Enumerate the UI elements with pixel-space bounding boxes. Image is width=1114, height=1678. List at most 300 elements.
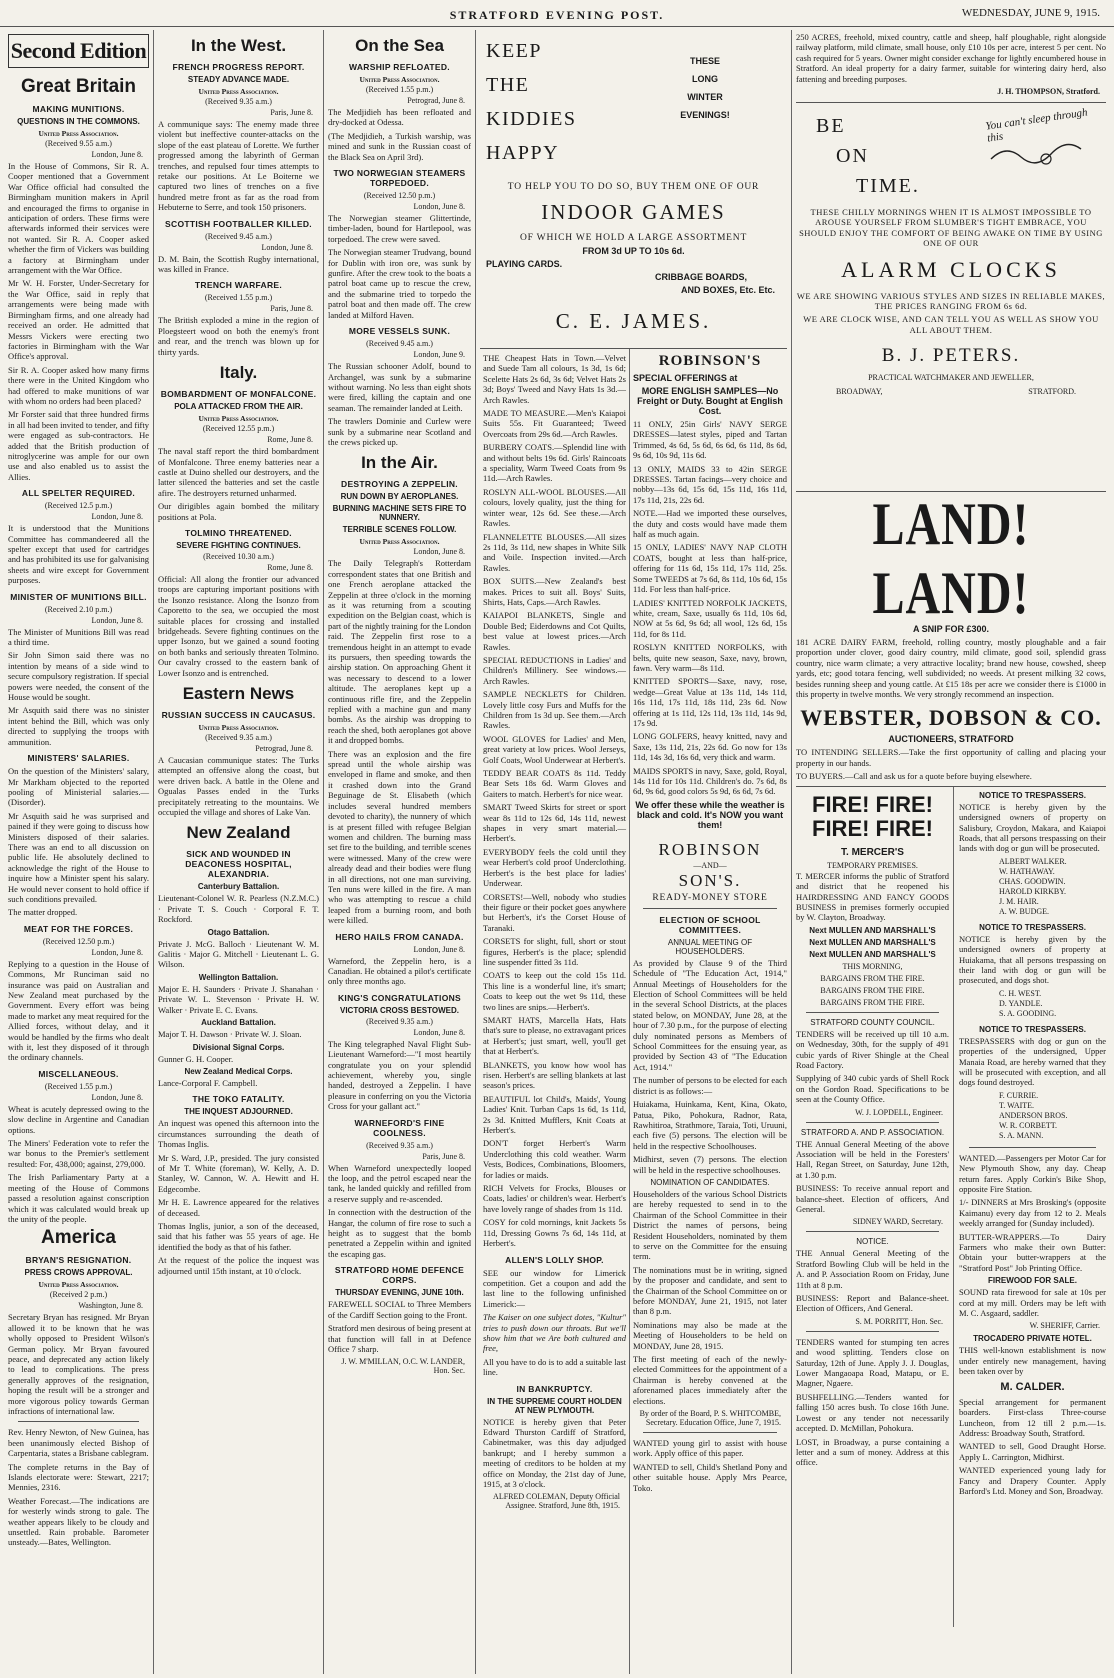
ad-paragraph: SOUND rata firewood for sale at 10s per cord at my mill. Orders may be left with M. C. Asgaard, saddler. (959, 1287, 1106, 1319)
ad-paragraph: TO INTENDING SELLERS.—Take the first opportunity of calling and placing your property in our hands. (796, 747, 1106, 768)
notice-name: W. HATHAWAY. (999, 866, 1055, 876)
article-paragraph: The British exploded a mine in the region of Ploegsteert wood on both the enemy's front and rear, and the trench was blown up for thirty yards. (158, 315, 319, 357)
article-title: KING'S CONGRATULATIONS (337, 992, 462, 1003)
ad-robinson-store: READY-MONEY STORE (652, 892, 768, 903)
article-subtitle: RUN DOWN BY AEROPLANES. (340, 492, 459, 502)
article-title: MISCELLANEOUS. (38, 1068, 119, 1079)
ad-winter-evenings (650, 52, 760, 124)
classified-ad: WANTED experienced young lady for Fancy and Drapery Counter. Apply Barford's Ltd. Money and Son, Broadway. (959, 1465, 1106, 1496)
notice-name: A. W. BUDGE. (999, 906, 1050, 916)
notice-title: IN BANKRUPTCY. (516, 1383, 593, 1394)
ad-limerick: The Kaiser on one subject dotes, "Kultur" tries to push down our throats. But we'll show him that we Are both cultured and free, (483, 1312, 626, 1354)
column-great-britain (4, 30, 154, 1674)
ad-paragraph: WE ARE SHOWING VARIOUS STYLES AND SIZES IN RELIABLE MAKES, THE PRICES RANGING FROM 6s 6d. (796, 290, 1106, 312)
classified-ad: WOOL GLOVES for Ladies' and Men, great variety at low prices. Wool Jerseys, Golf Coats, Wool Underwear at Herbert's. (483, 733, 626, 765)
article-title: BOMBARDMENT OF MONFALCONE. (160, 389, 317, 400)
article-subtitle: VICTORIA CROSS BESTOWED. (340, 1005, 459, 1015)
received-time: (Received 9.35 a.m.) (205, 97, 272, 106)
ad-right-line: THESE (689, 56, 720, 66)
battalion-names: Major T. H. Dawson · Private W. J. Sloan. (158, 1029, 302, 1040)
article-subtitle: PRESS CROWS APPROVAL. (24, 1268, 133, 1278)
article-subtitle: POLA ATTACKED FROM THE AIR. (174, 402, 303, 412)
article-paragraph: Our dirigibles again bombed the military positions at Pola. (158, 501, 319, 522)
divider (643, 908, 777, 909)
notice-paragraph: As provided by Clause 9 of the Third Schedule of "The Education Act, 1914," Annual Meetings of Householders for the Election of School Committees will be held in the several School Districts, at the places stated below, on MONDAY, June 28, at the hour of 7.30 p.m., for the purpose of electing duly nominated persons as Members of School Committees for the ensuing year, as provided by Section 43 of "The Education Act, 1914." (633, 957, 787, 1072)
classified-ad: BLANKETS, you know how wool has risen. Herbert's are selling blankets at last season's prices. (483, 1059, 626, 1091)
notice-title: STRATFORD A. AND P. ASSOCIATION. (800, 1127, 945, 1137)
ad-alarm-clocks (796, 102, 1106, 492)
received-time: (Received 1.55 p.m.) (44, 1081, 113, 1091)
ad-help-line: TO HELP YOU TO DO SO, BUY THEM ONE OF OUR (507, 182, 760, 192)
section-heading-new-zealand: New Zealand (186, 823, 291, 843)
ad-robinson-sons: SON'S. (678, 870, 742, 890)
article-paragraph: (The Medjidieh, a Turkish warship, was mined and sunk in the Russian coast of the Black Sea on April 3rd). (328, 130, 471, 162)
ad-paragraph: 181 ACRE DAIRY FARM, freehold, rolling country, mostly ploughable and a fair proportion under clover, good dairy country, mild climate, good soil, splendid grass country, nice warm climate; a very attractive locality; brand new house, cowshed, sheep yards, etc; good totara fencing, well subdivided; no weeds. At present milking 32 cows, besides running sheep and young cattle. At £15 18s per acre we consider there is £1000 in this property in twelve months. We very strongly recommend an inspection. (796, 637, 1106, 700)
notice-paragraph: Midhirst, seven (7) persons. The election will be held in the respective schoolhouses. (633, 1154, 787, 1175)
ad-keep-line: THE (486, 74, 530, 96)
dateline: London, June 8. (261, 242, 313, 252)
notice-name: C. H. WEST. (999, 988, 1042, 998)
ad-right-line: LONG (692, 74, 718, 84)
article-paragraph: Sir John Simon said there was no intention by means of a side wind to secure compulsory registration. If special powers were needed, the consent of the House would be sought. (8, 650, 149, 703)
notice-paragraph: Huiakama, Huinkama, Kent, Kina, Okato, Patua, Piko, Pohokura, Radnor, Rata, Rawhitiroa, Strathmore, Taraia, Toti, Uruuni, each five (5) persons. The election will be held in the respective Schoolhouses. (633, 1099, 787, 1151)
masthead-title: STRATFORD EVENING POST. (449, 8, 665, 22)
dateline: London, June 8. (413, 1027, 465, 1037)
notice-paragraph: THE Annual General Meeting of the Stratford Bowling Club will be held in the A. and P. Association Room on Friday, June 11th at 8 p.m. (796, 1248, 949, 1290)
notice-title: NOTICE TO TRESPASSERS. (979, 790, 1086, 800)
notice-title: TROCADERO PRIVATE HOTEL. (973, 1334, 1092, 1344)
article-title: MORE VESSELS SUNK. (348, 326, 451, 337)
notice-paragraph: The nominations must be in writing, signed by the proposer and candidate, and sent to the Chairman of the School Committee on or before MONDAY, June 21, 1915, not later than 8 p.m. (633, 1264, 787, 1317)
ad-be-line: ON (836, 145, 869, 168)
classified-ad: WANTED young girl to assist with house work. Apply office of this paper. (633, 1438, 787, 1459)
notice-title: FIREWOOD FOR SALE. (988, 1276, 1077, 1286)
column-robinson-ads (630, 349, 790, 1674)
notice-names (959, 857, 1106, 917)
ad-bargains: BARGAINS FROM THE FIRE. (820, 973, 925, 983)
ad-keep-line: KIDDIES (486, 108, 577, 130)
notice-signature: W. J. LOPDELL, Engineer. (855, 1107, 943, 1117)
classified-ad: BUTTER-WRAPPERS.—To Dairy Farmers who make their own Butter: Obtain your butter-wrappers at the "Stratford Post" Job Printing Office. (959, 1231, 1106, 1273)
ad-mercer-next: Next MULLEN AND MARSHALL'S (809, 925, 936, 935)
article-title: TRENCH WARFARE. (194, 280, 283, 291)
classified-ad: BEAUTIFUL lot Child's, Maids', Young Ladies' Knit. Turban Caps 1s 6d, 1s 11d, 2s 3d. Knitted Mufflers, Knit Coats at Herbert's. (483, 1093, 626, 1136)
received-time: (Received 12.50 p.m.) (363, 191, 436, 201)
dateline: London, June 8. (413, 944, 465, 954)
article-paragraph: Replying to a question in the House of Commons, Mr Runciman said no insurance was paid on Australian and New Zealand meat purchased by the Government. Every effort was being made to market any meat required for the Allied forces, without delay, and it would be handled by the firms who dealt with it, lest they disposed of it through the ordinary channels. (8, 958, 149, 1063)
article-title: ALL SPELTER REQUIRED. (21, 488, 136, 499)
notice-name: ALBERT WALKER. (999, 856, 1067, 866)
ad-paragraph: 13 ONLY, MAIDS 33 to 42in SERGE DRESSES. Tartan facings—very choice and nobby—13s 6d, 15s 6d, 15s 11d, 16s 11d, 17s 11d, 21s, 22s 6d. (633, 463, 787, 505)
columns (4, 30, 1110, 1674)
ad-robinson-closing: We offer these while the weather is black and cold. It's NOW you want them! (635, 799, 785, 830)
article-paragraph: The Daily Telegraph's Rotterdam correspondent states that one British and one French aeroplane attacked the Zeppelin at three o'clock in the morning as it was returning from a scouting expedition on the Belgian coast, which is part of the nightly training for the London raid. The Zeppelin first rose to a tremendous height in an attempt to evade its pursuers, then speeding towards the airship station. On approaching Ghent it was necessary to descend to a lower altitude. The aeroplanes kept up a continuous rifle fire, and the Zeppelin replied with a machine gun and many bombs. As the airship was dropping to reach the shed, both aeroplanes got above it and dropped bombs. (328, 558, 471, 746)
notice-paragraph: The number of persons to be elected for each district is as follows:— (633, 1075, 787, 1096)
ad-advertiser-name: C. E. JAMES. (555, 309, 712, 333)
section-heading-sea: On the Sea (355, 36, 444, 55)
article-paragraph: The Norwegian steamer Trudvang, bound for Dublin with iron ore, was sunk by gunfire. After the crew took to the boats a patrol boat came up to rescue the crew, and the submarine tried to torpedo the patrol boat and then made off. The crew landed at Milford Haven. (328, 247, 471, 320)
article-title: BRYAN'S RESIGNATION. (25, 1255, 132, 1266)
article-paragraph: There was an explosion and the fire spread until the whole airship was enveloped in flame and smoke, and then it crashed down into the Grand Beguinage de St. Elisabeth (which includes several hundred members devoted to charity), the nunnery of which is at present filled with refugee Belgian women and children. The burning mass set fire to the building, and terrible scenes were witnessed. Many of the crew were already dead and their bodies were flung in all directions, not one man surviving. Ten nuns were killed in the fire. A man who was attempting to rescue a child leaped from a burning room, and both were killed. (328, 748, 471, 926)
notice-paragraph: FAREWELL SOCIAL to Three Members of the Cardiff Section going to the Front. (328, 1299, 471, 1320)
ad-paragraph: All you have to do is to add a suitable last line. (483, 1356, 626, 1378)
press-association: United Press Association. (198, 87, 279, 96)
article-title: DESTROYING A ZEPPELIN. (341, 479, 458, 490)
received-time: (Received 1.55 p.m.) (204, 293, 273, 303)
ad-robinson-title: ROBINSON'S (658, 353, 762, 369)
notice-name: CHAS. GOODWIN. (999, 876, 1066, 886)
classified-ad: 250 ACRES, freehold, mixed country, cattle and sheep, half ploughable, right alongside railway platform, mild climate, small house, only £10 10s per acre, interest 5 per cent. No cash required for 5 years. Owner might consider exchange for lightly encumbered house in Stratford. An ideal property for a dairy farmer, suitable for wintering dairy herd, also fattening and breeding purposes. (796, 32, 1106, 84)
notice-signature: J. W. M'MILLAN, O.C. W. LANDER, Hon. Sec. (341, 1357, 465, 1376)
received-time: (Received 10.30 a.m.) (203, 551, 274, 561)
article-paragraph: An inquest was opened this afternoon into the circumstances surrounding the death of Thomas Inglis. (158, 1118, 319, 1150)
ad-keep-line: KEEP (486, 40, 542, 62)
ad-paragraph: THESE CHILLY MORNINGS WHEN IT IS ALMOST IMPOSSIBLE TO AROUSE YOURSELF FROM SLUMBER'S TIGHT EMBRACE, YOU SHOULD ENJOY THE COMFORT OF BEING AWAKE ON TIME BY USING ONE OF OUR (799, 207, 1103, 249)
classified-ad: KAIAPOI BLANKETS, Single and Double Bed; Eiderdowns and Cot Quilts, best value at lowest prices.—Arch Rawles. (483, 610, 626, 652)
notice-name: F. CURRIE. (999, 1090, 1039, 1100)
ad-peters-address: BROADWAY, (836, 387, 883, 397)
dateline: London, June 8. (91, 615, 143, 625)
article-paragraph: Mr W. H. Forster, Under-Secretary for the War Office, said in reply that arrangements were being made with Birmingham firms, and one already had received an order. He admitted that Messrs Vickers were erecting two factories in Birmingham with the War Office's approval. (8, 278, 149, 362)
notice-paragraph: NOTICE is hereby given by the undersigned owners of property at Huiakama, that all persons trespassing on their land with dog or gun will be prosecuted, and dogs shot. (959, 933, 1106, 986)
article-paragraph: Warneford, the Zeppelin hero, is a Canadian. He obtained a pilot's certificate only three months ago. (328, 955, 471, 987)
ad-paragraph: 15 ONLY, LADIES' NAVY NAP CLOTH COATS, bought at less than half-price, offering for 11s 6d, 15s 11d, 17s 11d, 25s. Some TWEEDS at 7s 6d, 8s 11d, 10s 6d, 15s 11d. For less than half-price. (633, 542, 787, 595)
ad-paragraph: SEE our window for Limerick competition. Get a coupon and add the last line to the following unfinished Limerick:— (483, 1267, 626, 1309)
ad-calder-name: M. CALDER. (1000, 1380, 1065, 1393)
classified-ad: CORSETS for slight, full, short or stout figures, Herbert's is the place; splendid line suspender fitted 3s 11d. (483, 936, 626, 967)
ad-peters-sub: PRACTICAL WATCHMAKER AND JEWELLER, (868, 373, 1034, 383)
article-paragraph: The King telegraphed Naval Flight Sub-Lieutenant Warneford:—"I most heartily congratulate you on your splendid achievement, whereby you, single handed, destroyed a Zeppelin. I have pleasure in conferring on you the Victoria Cross for your gallant act." (328, 1038, 471, 1112)
notice-paragraph: Nominations may also be made at the Meeting of Householders to be held on MONDAY, June 28, 1915. (633, 1319, 787, 1351)
ad-bargains: BARGAINS FROM THE FIRE. (820, 985, 925, 995)
classified-ad: FLANNELETTE BLOUSES.—All sizes 2s 11d, 3s 11d, new shapes in White Silk and Voile. Inspection invited.—Arch Rawles. (483, 531, 626, 573)
ad-signature: W. SHERIFF, Carrier. (1029, 1321, 1100, 1331)
classified-ad: SMART HATS, Marcella Hats, Hats that's sure to please, no extravagant prices at Herbert's; just smart, well, you'll get that at Herbert's. (483, 1014, 626, 1057)
article-title: THE TOKO FATALITY. (192, 1094, 285, 1105)
notice-title: ELECTION OF SCHOOL COMMITTEES. (659, 914, 761, 935)
notice-paragraph: BUSINESS: To receive annual report and balance-sheet. Election of officers, And General. (796, 1183, 949, 1214)
column-fire-notices (796, 787, 954, 1627)
article-subtitle: STEADY ADVANCE MADE. (187, 75, 290, 84)
article-paragraph: Mr H. E. Lawrence appeared for the relatives of deceased. (158, 1197, 319, 1218)
masthead (0, 4, 1114, 27)
ad-signature: J. H. THOMPSON, Stratford. (997, 87, 1100, 97)
article-paragraph: Official: All along the frontier our advanced troops are capturing important positions with the Isonzo resistance. Along the Isonzo from Caporetto to the sea, we occupied the most suitable places for crossing and installed bridgeheads. Severe fighting continues on the upper Isonzo, but we gained a sound footing on both banks and seriously threaten Tolmino. Our cavalry crossed to the eastern bank of Lower Isonzo and is entrenched. (158, 573, 319, 678)
article-paragraph: D. M. Bain, the Scottish Rugby international, was killed in France. (158, 253, 319, 275)
ad-keep-kiddies (486, 34, 577, 170)
classified-ad: BUSHFELLING.—Tenders wanted for falling 150 acres bush. To close 16th June. Lowest or any tender not necessarily accepted. D. McMillan, Pohokura. (796, 1391, 949, 1434)
divider (969, 1147, 1096, 1148)
notice-name: D. YANDLE. (999, 998, 1043, 1008)
ad-mercer-name: T. MERCER'S (841, 846, 904, 858)
ad-webster-sub: AUCTIONEERS, STRATFORD (888, 734, 1014, 745)
ad-paragraph: T. MERCER informs the public of Stratford and district that he reopened his HAIRDRESSING AND FANCY GOODS BUSINESS in premises formerly occupied by W. Clayton, Broadway. (796, 870, 949, 923)
ad-robinson-and: —AND— (693, 860, 727, 870)
article-title: MAKING MUNITIONS. (32, 104, 125, 114)
classified-ad: LOST, in Broadway, a purse containing a letter and a sum of money. Address at this office. (796, 1436, 949, 1468)
ad-robinson-name: ROBINSON (658, 839, 762, 859)
ad-be-line: BE (816, 115, 846, 138)
press-association: United Press Association. (38, 129, 119, 138)
received-time: (Received 2 p.m.) (49, 1290, 108, 1300)
section-heading-italy: Italy. (219, 363, 258, 383)
column-advertisements (476, 30, 792, 1674)
notice-subtitle: ANNUAL MEETING OF HOUSEHOLDERS. (667, 937, 753, 956)
battalion-name: Otago Battalion. (207, 927, 270, 937)
ad-be-line: TIME. (856, 175, 920, 198)
classified-ad: SAMPLE NECKLETS for Children. Lovely little cosy Furs and Muffs for the Children from 1s 3d up. See them.—Arch Rawles. (483, 689, 626, 731)
dateline: London, June 8. (91, 1092, 143, 1102)
article-paragraph: In connection with the destruction of the Hangar, the column of fire rose to such a height as to suggest that the bomb penetrated a Zeppelin within and ignited the escaping gas. (328, 1207, 471, 1259)
received-time: (Received 9.45 a.m.) (205, 231, 272, 241)
ad-boxes: AND BOXES, Etc. Etc. (680, 285, 775, 295)
notice-paragraph: NOTICE is hereby given that Peter Edward Thurston Cardiff of Stratford, Cabinetmaker, was this day adjudged bankrupt; and I hereby summon a meeting of creditors to be holden at my office on Monday, the 21st day of June, 1915, at 3 o'clock. (483, 1416, 626, 1489)
classified-ad: BOX SUITS.—New Zealand's best makes. Prices to suit all. Boys' Suits, Shirts, Hats, Caps.—Arch Rawles. (483, 576, 626, 607)
press-association: United Press Association. (198, 723, 279, 732)
notice-title: STRATFORD HOME DEFENCE CORPS. (334, 1265, 465, 1286)
notice-subtitle: IN THE SUPREME COURT HOLDEN AT NEW PLYMOUTH. (487, 1396, 622, 1415)
classified-ad: WANTED.—Passengers per Motor Car for New Plymouth Show, any day. Cheap return fares. Apply Corkin's Bike Shop, opposite Fire Station. (959, 1152, 1106, 1194)
ad-morning: THIS MORNING, (842, 961, 903, 971)
received-time: (Received 1.55 p.m.) (365, 85, 434, 94)
classified-ad: WANTED to sell, Good Draught Horse. Apply L. Carrington, Midhirst. (959, 1441, 1106, 1462)
divider (806, 1231, 939, 1232)
divider (806, 1012, 939, 1013)
ad-paragraph: 11 ONLY, 25in Girls' NAVY SERGE DRESSES—latest styles, piped and Tartan Trimmed, 4s 6d, 5s 6d, 6s 6d, 6s 11d, 8s 6d, 9s 6d, 10s 9d, 11s 6d. (633, 419, 787, 461)
notice-names (959, 1091, 1106, 1141)
battalion-names: Lieutenant-Colonel W. R. Pearless (N.Z.M.C.) · Private T. S. Couch · Corporal F. T. Rockford. (158, 893, 319, 925)
notice-names (959, 989, 1106, 1019)
dateline: London, June 8. (91, 947, 143, 957)
article-subtitle: BURNING MACHINE SETS FIRE TO NUNNERY. (332, 504, 467, 523)
ad-script-slogan: You can't sleep through this (984, 106, 1089, 145)
dateline: London, June 8. (413, 547, 465, 557)
ad-paragraph: LADIES' KNITTED NORFOLK JACKETS, white, cream, Saxe, usually 6s 11d, 10s 6d, NOW at 5s 6d, 9s 6d; all wool, 12s 6d, 15s 11d, for 8s 11d. (633, 597, 787, 639)
notice-subtitle: THURSDAY EVENING, JUNE 10th. (335, 1288, 464, 1298)
received-time: (Received 9.35 a.m.) (205, 733, 272, 742)
dateline: Washington, June 8. (78, 1301, 143, 1311)
article-title: HERO HAILS FROM CANADA. (335, 931, 464, 942)
notice-name: W. R. CORBETT. (999, 1120, 1058, 1130)
notice-name: J. M. HAIR. (999, 896, 1039, 906)
article-subtitle: SEVERE FIGHTING CONTINUES. (176, 540, 301, 550)
article-subtitle: QUESTIONS IN THE COMMONS. (17, 117, 140, 126)
ad-alarm-title: ALARM CLOCKS (841, 256, 1061, 282)
article-paragraph: Secretary Bryan has resigned. Mr Bryan allowed it to be known that he was wholly opposed to President Wilson's German policy. Mr Bryan favoured peace, and deprecated any action likely to lead to complications. The press generally approves of the resignation, hoping the result will be a stronger and more vigorous policy towards German infractions of international law. (8, 1312, 149, 1416)
ad-mercer-sub: TEMPORARY PREMISES. (827, 860, 918, 870)
press-association: United Press Association. (359, 537, 440, 547)
classified-ad: WANTED to sell, Child's Shetland Pony and other suitable house. Apply Mrs Pearce, Toko. (633, 1461, 787, 1493)
notice-paragraph: BUSINESS: Report and Balance-sheet. Election of Officers, And General. (796, 1293, 949, 1314)
notice-name: T. WAITE. (999, 1100, 1035, 1110)
dateline: Paris, June 8. (270, 108, 313, 117)
article-paragraph: The naval staff report the third bombardment of Monfalcone. Three enemy batteries near a castle at Duino shelled our destroyers, and the latter silenced the batteries and set the castle afire. The destroyers returned unharmed. (158, 446, 319, 498)
notice-title: NOTICE TO TRESPASSERS. (979, 1024, 1086, 1034)
notice-title: STRATFORD COUNTY COUNCIL. (810, 1017, 935, 1027)
ad-right-line: EVENINGS! (680, 110, 730, 120)
notice-name: S. A. MANN. (999, 1130, 1044, 1140)
battalion-name: Canterbury Battalion. (197, 882, 280, 892)
article-paragraph: The Medjidieh has been refloated and dry-docked at Odessa. (328, 107, 471, 128)
ad-bargains: BARGAINS FROM THE FIRE. (820, 997, 925, 1007)
article-paragraph: In the House of Commons, Sir R. A. Cooper mentioned that a Government War Office official had consulted the Birmingham munition makers in April and encouraged the firms to organise in anticipation of orders. These firms were afterwards informed their services were not wanted. Sir R. A. Cooper asked whether the firm of Vickers was building a factory at Birmingham under arrangement with the War Office. (8, 161, 149, 276)
section-heading-west: In the West. (190, 36, 287, 55)
article-paragraph: Mr Asquith said he was surprised and pained if they were going to discuss how Ministers disposed of their salaries. There was an end to all discussion on public life. He absolutely declined to acknowledge the right of the House to inquire how a Minister spent his salary. He would never consent to hold office if such conditions prevailed. (8, 810, 149, 904)
clock-scribble-icon (986, 139, 1086, 169)
ad-indoor-games-title: INDOOR GAMES (541, 200, 726, 224)
ad-peters-name: B. J. PETERS. (881, 345, 1021, 367)
article-title: FRENCH PROGRESS REPORT. (172, 62, 305, 72)
classified-ad: RICH Velvets for Frocks, Blouses or Coats, ladies' or children's wear. Herbert's have lovely range of shades from 1s 11d. (483, 1183, 626, 1214)
column-notices (792, 30, 1110, 1674)
dateline: London, June 8. (91, 150, 143, 159)
received-time: (Received 12.50 p.m.) (42, 936, 115, 946)
edition-banner: Second Edition (8, 34, 149, 68)
column-war-news (154, 30, 324, 1674)
classified-ad: ROSLYN ALL-WOOL BLOUSES.—All colours, lovely quality, just the thing for winter wear, 12s 6d. See these.—Arch Rawles. (483, 486, 626, 529)
ad-robinson-headline: MORE ENGLISH SAMPLES—No Freight or Duty. Bought at English Cost. (637, 386, 783, 416)
notice-paragraph: TRESPASSERS with dog or gun on the properties of the undersigned, Upper Manaia Road, are hereby warned that they will be prosecuted with exception, and all dogs found destroyed. (959, 1035, 1106, 1088)
notice-signature: SIDNEY WARD, Secretary. (852, 1217, 943, 1227)
classified-ad: DON'T forget Herbert's Warm Underclothing this cold weather. Warm Vests, Bodices, Combinations, Bloomers, for ladies or maids. (483, 1138, 626, 1180)
article-title: SICK AND WOUNDED IN DEACONESS HOSPITAL, ALEXANDRIA. (185, 849, 292, 880)
article-paragraph: The trawlers Dominie and Curlew were sunk by a submarine near Scotland and the crews picked up. (328, 416, 471, 447)
divider (806, 1331, 939, 1332)
ad-paragraph: ROSLYN KNITTED NORFOLKS, with belts, quite new season, Saxe, navy, brown, fawn. Very warm—8s 11d. (633, 642, 787, 673)
notice-paragraph: Householders of the various School Districts are hereby requested to send in to the Chairman of the School Committee in their District the names of persons, being Resident Householders, nominated by them to serve on the Committee for the ensuing term. (633, 1188, 787, 1262)
article-paragraph: The Miners' Federation vote to refer the war bonus to the Premier's settlement resulted: For, 438,000; against, 279,000. (8, 1138, 149, 1169)
battalion-names: Major E. H. Saunders · Private J. Shanahan · Private W. L. Stevenson · Private H. W. Walker · Private E. C. Evans. (158, 983, 319, 1015)
notice-name: ANDERSON BROS. (999, 1110, 1068, 1120)
notice-subtitle: NOMINATION OF CANDIDATES. (650, 1177, 770, 1187)
received-time: (Received 9.35 a.m.) (366, 1140, 433, 1150)
battalion-name: New Zealand Medical Corps. (184, 1066, 293, 1076)
ad-right-line: WINTER (687, 92, 723, 102)
column-herbert-ads (480, 349, 630, 1674)
article-paragraph: The complete returns in the Bay of Islands electorate were: Stewart, 2217; Mennies, 2316. (8, 1461, 149, 1493)
ad-fire-title: FIRE! FIRE! FIRE! FIRE! (812, 791, 933, 841)
ad-paragraph: MAIDS SPORTS in navy, Saxe, gold, Royal, 14s 11d for 10s 11d. Children's do. 7s 6d, 8s 6d, 9s 6d, good colors 5s 9d, 6s 6d, 7s 6d. (633, 765, 787, 797)
notice-title: NOTICE TO TRESPASSERS. (979, 922, 1086, 932)
section-heading-eastern: Eastern News (182, 684, 295, 703)
ad-cribbage: CRIBBAGE BOARDS, (654, 272, 747, 282)
article-paragraph: Sir R. A. Cooper asked how many firms there were in the United Kingdom who had offered to make munitions of war with whom no orders had been placed? (8, 364, 149, 406)
notice-paragraph: The first meeting of each of the newly-elected Committees for the appointment of a Chairman is hereby convened at the aforenamed places immediately after the elections. (633, 1354, 787, 1406)
received-time: (Received 9.55 a.m.) (45, 139, 112, 148)
ad-paragraph: NOTE.—Had we imported these ourselves, the duty and costs would have made them half as much again. (633, 508, 787, 540)
press-association: United Press Association. (198, 414, 279, 424)
ad-title: ALLEN'S LOLLY SHOP. (505, 1254, 604, 1265)
notice-paragraph: TENDERS will be received up till 10 a.m. on Wednesday, 30th, for the supply of 491 cubic yards of River Shingle at the Cheal Road Factory. (796, 1028, 949, 1070)
article-title: TOLMINO THREATENED. (185, 527, 292, 538)
article-title: TWO NORWEGIAN STEAMERS TORPEDOED. (333, 168, 466, 189)
article-paragraph: Mr S. Ward, J.P., presided. The jury consisted of Mr T. White (foreman), W. Kelly, A. D. Stanley, W. Cannon, W. A. Hewitt and H. Edgecombe. (158, 1152, 319, 1194)
ad-land-sub: A SNIP FOR £300. (912, 624, 990, 635)
notice-name: S. A. GOODING. (999, 1008, 1057, 1018)
article-paragraph: A communique says: The enemy made three violent but ineffective counter-attacks on the slope of the east plateau of Lorette. We further progressed among the labyrinth of German trenches, and repulsed four times attempts to retake our positions. At Le Boiterne we captured two lines of trenches on a five hundred metre front as far as the road from Hebuterne to Serre, and took 150 prisoners. (158, 119, 319, 213)
ad-price-line: FROM 3d UP TO 10s 6d. (582, 246, 685, 256)
ad-assortment-line: OF WHICH WE HOLD A LARGE ASSORTMENT (519, 233, 748, 243)
notice-name: HAROLD KIRKBY. (999, 886, 1066, 896)
article-title: MEAT FOR THE FORCES. (23, 923, 134, 934)
article-paragraph: Mr Asquith said there was no sinister intent behind the Bill, which was only directed to supplying the troops with ammunition. (8, 705, 149, 747)
article-paragraph: A Caucasian communique states: The Turks attempted an offensive along the coast, but were driven back. A battle in the Olene and Ogualas Passes ended in the Turks precipitately retreating to the mountains. We occupied the village and shores of Lake Van. (158, 755, 319, 818)
classified-ad: THE Cheapest Hats in Town.—Velvet and Suede Tam all colours, 1s 3d, 1s 6d; Scelette Hats 2s 6d, 3s 6d; Velvet Hats 2s 3d; Boys' Tweed and Navy Hats 1s 3d.—Arch Rawles. (483, 353, 626, 405)
notice-paragraph: Supplying of 340 cubic yards of Shell Rock on the Gordon Road. Specifications to be seen at the County Office. (796, 1073, 949, 1105)
ad-paragraph: WE ARE CLOCK WISE, AND CAN TELL YOU AS WELL AS SHOW YOU ALL ABOUT THEM. (803, 314, 1099, 335)
article-title: WARSHIP REFLOATED. (349, 62, 450, 72)
press-association: United Press Association. (359, 75, 440, 84)
ad-mercer-next: Next MULLEN AND MARSHALL'S (809, 937, 936, 947)
article-paragraph: Rev. Henry Newton, of New Guinea, has been unanimously elected Bishop of Carpentaria, states a Brisbane cablegram. (8, 1427, 149, 1459)
divider (643, 1432, 777, 1433)
ad-playing-cards: PLAYING CARDS. (486, 259, 563, 269)
dateline: Paris, June 8. (270, 304, 313, 314)
ad-robinson-sub: SPECIAL OFFERINGS at (633, 373, 738, 383)
notice-signature: S. M. PORRITT, Hon. Sec. (855, 1316, 943, 1326)
article-paragraph: Wheat is acutely depressed owing to the slow decline in Argentine and Canadian options. (8, 1103, 149, 1135)
article-paragraph: It is understood that the Munitions Committee has commandeered all the spelter except that used for cartridges and has prohibited its use for galvanising sheets and wire except for Government purposes. (8, 523, 149, 586)
notice-title: NOTICE. (856, 1237, 889, 1247)
notice-signature: By order of the Board, P. S. WHITCOMBE, Secretary. Education Office, June 7, 1915. (639, 1409, 781, 1428)
article-paragraph: The Norwegian steamer Glittertinde, timber-laden, bound for Hartlepool, was torpedoed. The crew were saved. (328, 213, 471, 244)
ad-paragraph: TO BUYERS.—Call and ask us for a quote before buying elsewhere. (796, 771, 1032, 782)
article-paragraph: At the request of the police the inquest was adjourned until 15th instant, at 10 o'clock. (158, 1255, 319, 1276)
divider (806, 1122, 939, 1123)
article-paragraph: The Minister of Munitions Bill was read a third time. (8, 626, 149, 648)
ad-keep-line: HAPPY (486, 142, 560, 164)
article-title: MINISTER OF MUNITIONS BILL. (10, 591, 147, 602)
article-paragraph: The matter dropped. (8, 907, 78, 918)
ad-paragraph: Special arrangement for permanent boarders. First-class Three-course Luncheon, from 12 till 2 p.m.—1s. Address: Broadway South, Stratford. (959, 1396, 1106, 1438)
column-trespass-notices (954, 787, 1106, 1627)
article-title: RUSSIAN SUCCESS IN CAUCASUS. (161, 710, 316, 720)
article-subtitle: TERRIBLE SCENES FOLLOW. (342, 525, 457, 535)
dateline: London, June 8. (91, 512, 143, 522)
notice-paragraph: Stratford men desirous of being present at that function will fall in at Defence Office 7 sharp. (328, 1323, 471, 1354)
notice-paragraph: NOTICE is hereby given by the undersigned owners of property on Salisbury, Croydon, Makara, and Kaiapoi Roads, that all persons trespassing on their lands with dog or gun will be prosecuted. (959, 801, 1106, 854)
dateline: London, June 9. (413, 350, 465, 360)
battalion-names: Lance-Corporal F. Campbell. (158, 1077, 258, 1088)
notice-paragraph: THE Annual General Meeting of the above Association will be held in the Foresters' Hall, Regan Street, on Saturday, June 12th, at 1.30 p.m. (796, 1138, 949, 1180)
column-sea-air (324, 30, 476, 1674)
battalion-name: Wellington Battalion. (198, 972, 279, 982)
battalion-names: Private J. McG. Balloch · Lieutenant W. M. Galitis · Major G. Mitchell · Lieutenant L. G. Wilson. (158, 938, 319, 970)
article-paragraph: Mr Forster said that three hundred firms in all had been invited to tender, and fifty were engaged as sub-contractors. He added that the British production of nitroglycerine was ample for our own use and also enabled us to assist the Allies. (8, 409, 149, 482)
classified-ad: EVERYBODY feels the cold until they wear Herbert's cold proof Underclothing. Herbert's is the best place for ladies' Underwear. (483, 846, 626, 889)
received-time: (Received 9.35 a.m.) (366, 1016, 433, 1026)
battalion-name: Divisional Signal Corps. (192, 1042, 285, 1052)
ad-paragraph: THIS well-known establishment is now under entirely new management, having been taken over by (959, 1345, 1106, 1377)
article-subtitle: THE INQUEST ADJOURNED. (184, 1107, 293, 1117)
classified-ad: 1/- DINNERS at Mrs Brosking's (opposite Kaimanu) every day from 12 to 2. Meals weekly arranged for (Sunday included). (959, 1197, 1106, 1229)
section-heading-great-britain: Great Britain (20, 76, 137, 97)
classified-ad: SMART Tweed Skirts for street or sport wear 8s 11d to 12s 6d, 14s 11d, newest shapes in very smart material.—Herbert's. (483, 802, 626, 844)
classified-ad: MADE TO MEASURE.—Men's Kaiapoi Suits 55s. Fit Guaranteed; Tweed Overcoats from 29s 6d.—Arch Rawles. (483, 408, 626, 439)
ad-be-on-time (816, 111, 920, 201)
classified-ad: TENDERS wanted for stumping ten acres and wood splitting. Tenders close on Saturday, 12th of June. Apply J. J. Douglas, Lower Mangaoapa Road, Matapu, or E. Magner, Ngaere. (796, 1336, 949, 1389)
article-paragraph: When Warneford unexpectedly looped the loop, and the petrol escaped near the tank, he landed quickly and refilled from a reserve supply and re-ascended. (328, 1162, 471, 1204)
article-paragraph: On the question of the Ministers' salary, Mr Markham objected to the reported pooling of Ministerial salaries.—(Disorder). (8, 766, 149, 808)
article-title: WARNEFORD'S FINE COOLNESS. (354, 1117, 445, 1138)
classified-ad: CORSETS!—Well, nobody who studies their figure or their pocket goes anywhere but Herbert's, it's the Corset House of Taranaki. (483, 891, 626, 933)
dateline: Petrograd, June 8. (407, 96, 465, 105)
article-paragraph: Thomas Inglis, junior, a son of the deceased, said that his father was 55 years of age. He identified the body as that of his father. (158, 1220, 319, 1252)
ad-peters-town: STRATFORD. (1028, 387, 1076, 397)
battalion-names: Gunner G. H. Cooper. (158, 1053, 234, 1064)
press-association: United Press Association. (38, 1280, 119, 1290)
masthead-date: WEDNESDAY, JUNE 9, 1915. (961, 7, 1100, 19)
